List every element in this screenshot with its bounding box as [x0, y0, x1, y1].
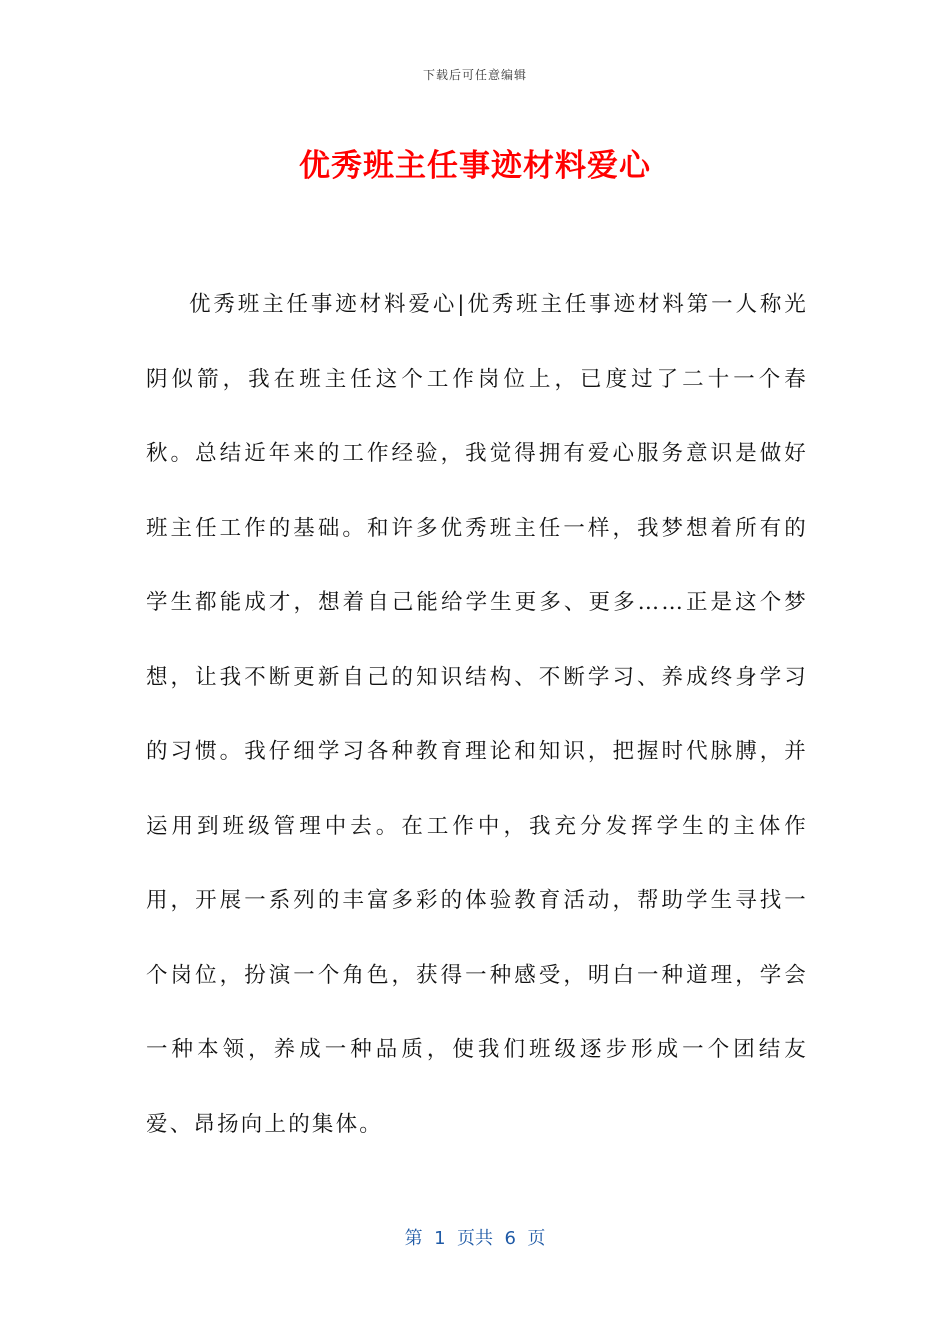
header-note: 下载后可任意编辑 — [422, 68, 527, 82]
document-title: 优秀班主任事迹材料爱心 — [299, 148, 651, 184]
page-number-footer: 第 1 页共 6 页 — [404, 1228, 546, 1249]
body-paragraph: 优秀班主任事迹材料爱心|优秀班主任事迹材料第一人称光阴似箭，我在班主任这个工作岗位上，已度过了二十一个春秋。总结近年来的工作经验，我觉得拥有爱心服务意识是做好班主任工作的基础。和许多优秀班主任一样，我梦想着所有的学生都能成才，想着自己能给学生更多、更多……正是这个梦想，让我不断更新自己的知识结构、不断学习、养成终身学习的习惯。我仔细学习各种教育理论和知识，把握时代脉膊，并运用到班级管理中去。在工作中，我充分发挥学生的主体作用，开展一系列的丰富多彩的体验教育活动，帮助学生寻找一个岗位，扮演一个角色，获得一种感受，明白一种道理，学会一种本领，养成一种品质，使我们班级逐步形成一个团结友爱、昂扬向上的集体。 — [146, 292, 808, 1137]
